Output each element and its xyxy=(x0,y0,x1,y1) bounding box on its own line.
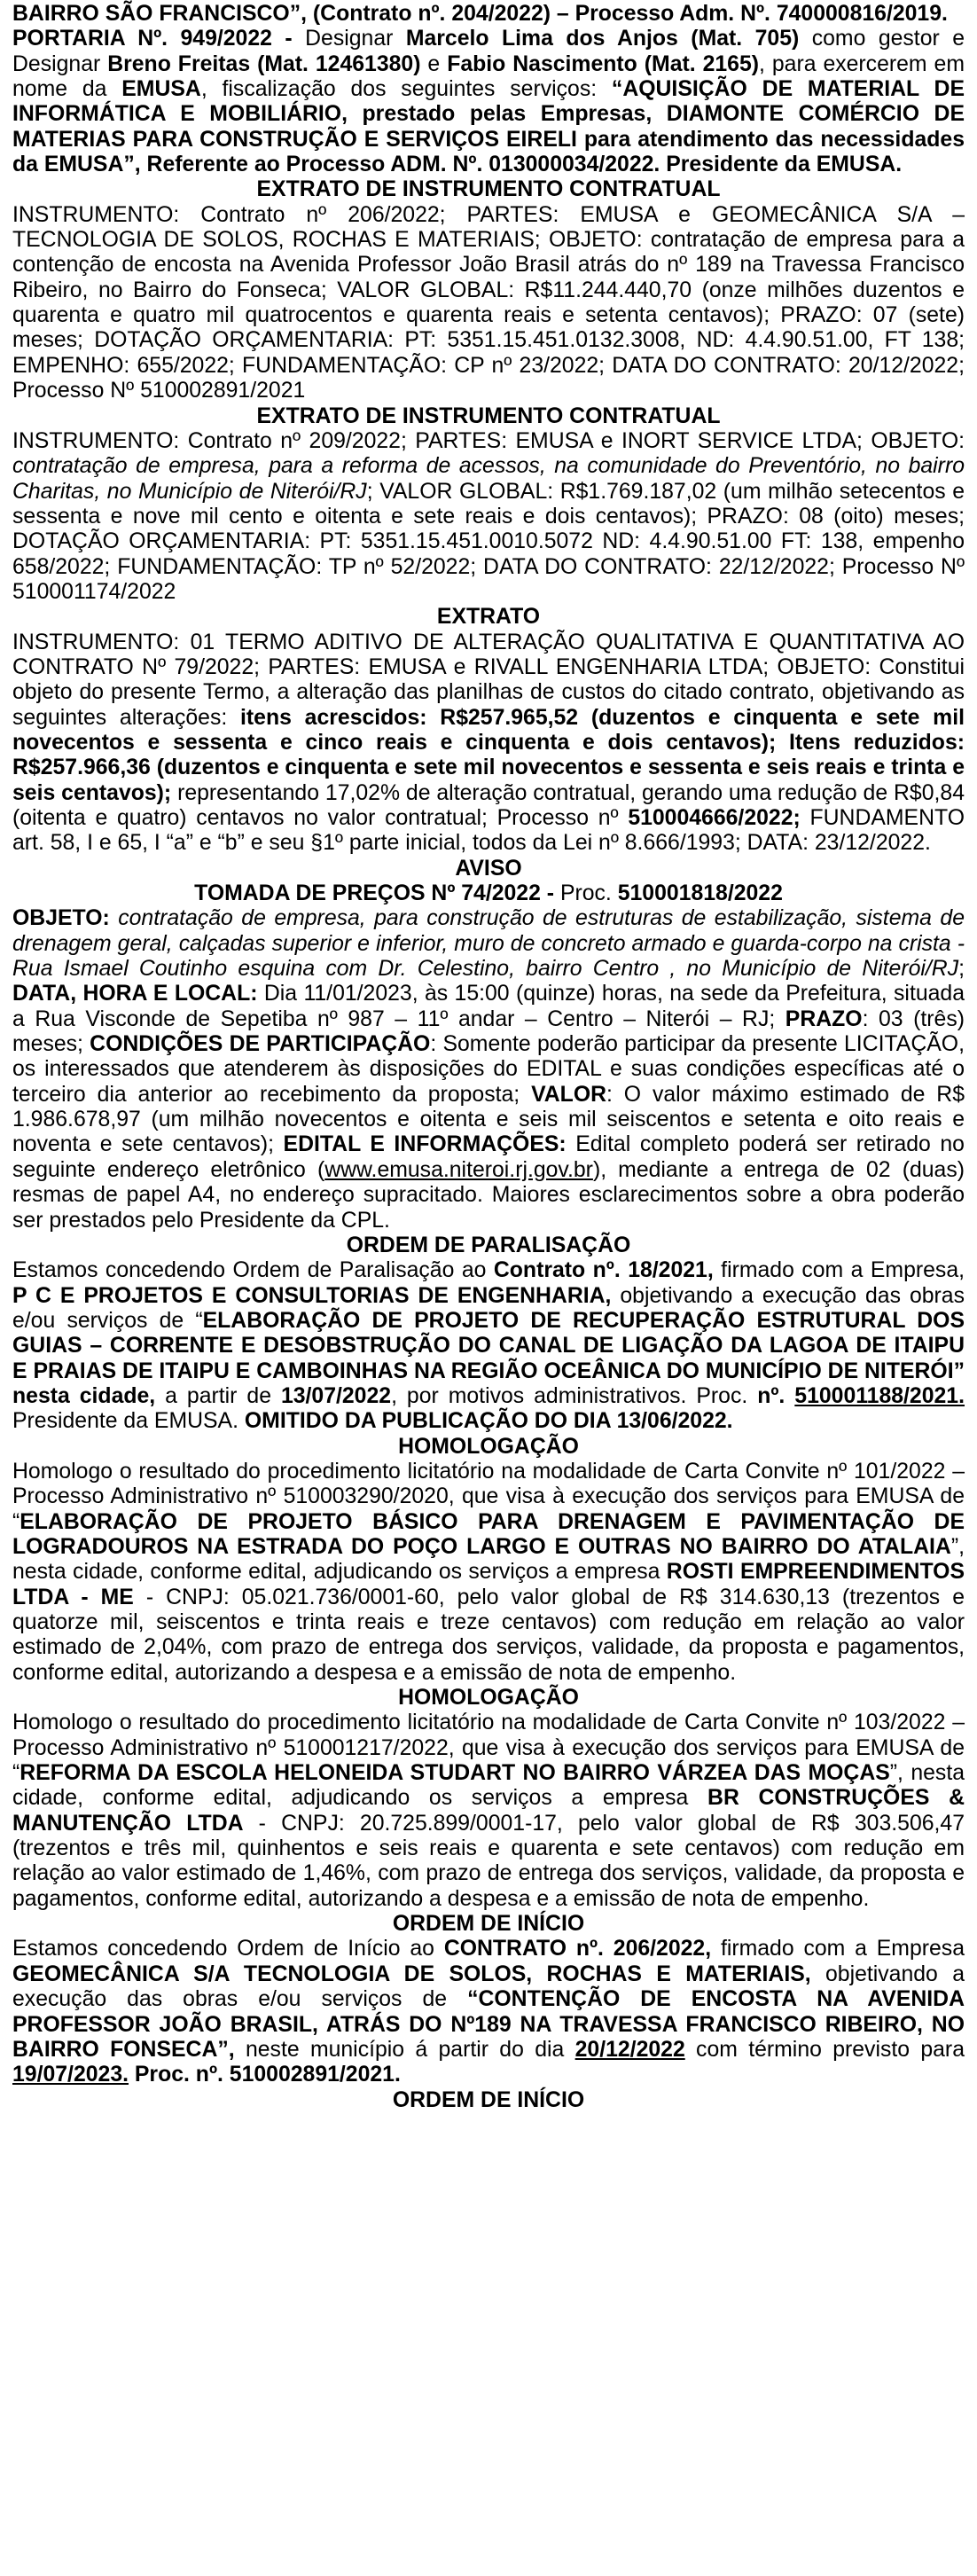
tomada-precos-heading xyxy=(12,881,965,906)
text-run: objetivando a execução das obras e/ou serviços de xyxy=(12,1961,965,2012)
extrato-206-paragraph xyxy=(12,203,965,404)
text-run: Estamos concedendo Ordem de Paralisação ao xyxy=(12,1258,494,1283)
text-run: VALOR xyxy=(531,1082,607,1107)
homologacao-101-heading: HOMOLOGAÇÃO xyxy=(398,1434,579,1459)
text-run: - CNPJ: 20.725.899/0001-17, pelo valor global de R$ 303.506,47 (trezentos e três mil, quinhentos e seis reais e quarenta e sete centavos) com redução em relação ao valor estimado de 1,46%, com prazo de entrega dos serviços, validade, da proposta e pagamentos, conforme edital, autorizando a despesa e a emissão de nota de empenho. xyxy=(12,1811,965,1911)
text-run: PRAZO xyxy=(785,1006,863,1031)
text-run: neste município á partir do dia xyxy=(234,2037,575,2062)
text-run: INSTRUMENTO: Contrato nº 206/2022; PARTES: EMUSA e GEOMECÂNICA S/A – TECNOLOGIA DE SOLOS, ROCHAS E MATERIAIS; OBJETO: contratação de empresa para a contenção de encosta na Avenida Professor João Brasil atrás do nº 189 na Travessa Francisco Ribeiro, no Bairro do Fonseca; VALOR GLOBAL: R$11.244.440,70 (onze milhões duzentos e quarenta e quatro mil quatrocentos e quarenta reais e setenta centavos); PRAZO: 07 (sete) meses; DOTAÇÃO ORÇAMENTARIA: PT: 5351.15.451.0132.3008, ND: 4.4.90.51.00, FT 138; EMPENHO: 655/2022; FUNDAMENTAÇÃO: CP nº 23/2022; DATA DO CONTRATO: 20/12/2022; Processo Nº 510002891/2021 xyxy=(12,202,965,403)
ordem-inicio-heading: ORDEM DE INÍCIO xyxy=(392,1912,585,1937)
ordem-inicio-heading-2: ORDEM DE INÍCIO xyxy=(392,2087,585,2112)
text-run: BAIRRO SÃO FRANCISCO”, (Contrato nº. 204/2022) – Processo Adm. Nº. 740000816/2019. xyxy=(12,2,948,26)
extrato-209-heading: EXTRATO DE INSTRUMENTO CONTRATUAL xyxy=(256,403,721,428)
text-run: OBJETO: xyxy=(12,906,119,931)
text-run: OMITIDO DA PUBLICAÇÃO DO DIA 13/06/2022. xyxy=(244,1409,733,1434)
text-run: firmado com a Empresa xyxy=(711,1937,965,1961)
text-run: “CONTENÇÃO DE ENCOSTA NA AVENIDA PROFESSOR JOÃO BRASIL, ATRÁS DO Nº189 NA TRAVESSA FRANCISCO RIBEIRO, NO BAIRRO FONSECA”, xyxy=(12,1987,965,2062)
text-run: , fiscalização dos seguintes serviços: xyxy=(200,77,612,102)
extrato-heading: EXTRATO xyxy=(436,605,541,630)
text-run: CONDIÇÕES DE PARTICIPAÇÃO xyxy=(90,1032,431,1057)
text-run: a partir de xyxy=(155,1383,281,1408)
text-run: contratação de empresa, para construção de estruturas de estabilização, sistema de drenagem geral, calçadas superior e inferior, muro de concreto armado e guarda-corpo na crista - Rua Ismael Coutinho esquina com Dr. Celestino, bairro Centro , no Município de Niterói/RJ xyxy=(12,906,965,982)
text-run: ), mediante a entrega de 02 (duas) resmas de papel A4, no endereço supracitado. Maiores esclarecimentos sobre a obra poderão ser prestados pelo Presidente da CPL. xyxy=(12,1157,965,1233)
extrato-aditivo-paragraph xyxy=(12,630,965,857)
text-run: : O valor máximo estimado de R$ 1.986.678,97 (um milhão novecentos e oitenta e seis mil seiscentos e setenta e oito reais e noventa e sete centavos); xyxy=(12,1082,965,1157)
text-run: 20/12/2022 xyxy=(574,2037,685,2062)
text-run: representando 17,02% de alteração contratual, gerando uma redução de R$0,84 (oitenta e quatro) centavos no valor contratual; Processo nº xyxy=(12,780,965,830)
text-run: ; xyxy=(958,957,965,982)
text-run: 510001188/2021. xyxy=(794,1383,965,1408)
text-run: ; VALOR GLOBAL: R$1.769.187,02 (um milhão setecentos e sessenta e nove mil cento e oitenta e sete reais e dois centavos); PRAZO: 08 (oito) meses; DOTAÇÃO ORÇAMENTARIA: PT: 5351.15.451.0010.5072 ND: 4.4.90.51.00 FT: 138, empenho 658/2022; FUNDAMENTAÇÃO: TP nº 52/2022; DATA DO CONTRATO: 22/12/2022; Processo Nº 510001174/2022 xyxy=(12,479,965,604)
text-run: firmado com a Empresa, xyxy=(713,1258,965,1283)
text-run: BR CONSTRUÇÕES & MANUTENÇÃO LTDA xyxy=(12,1786,965,1836)
text-run: Proc. nº. 510002891/2021. xyxy=(134,2063,401,2087)
extrato-209-paragraph xyxy=(12,429,965,605)
text-run: ELABORAÇÃO DE PROJETO BÁSICO PARA DRENAGEM E PAVIMENTAÇÃO DE LOGRADOUROS NA ESTRADA DO POÇO LARGO E OUTRAS NO BAIRRO DO ATALAIA xyxy=(12,1509,965,1559)
text-run: - CNPJ: 05.021.736/0001-60, pelo valor global de R$ 314.630,13 (trezentos e quatorze mil, seiscentos e trinta reais e treze centavos) com redução em relação ao valor estimado de 2,04%, com prazo de entrega dos serviços, validade, da proposta e pagamentos, conforme edital, autorizando a despesa e a emissão de nota de empenho. xyxy=(12,1585,965,1685)
aviso-heading: AVISO xyxy=(455,856,522,881)
portaria-949-paragraph xyxy=(12,2,965,27)
text-run: REFORMA DA ESCOLA HELONEIDA STUDART NO BAIRRO VÁRZEA DAS MOÇAS xyxy=(20,1761,890,1786)
text-run: , para exercerem em nome da xyxy=(12,51,965,102)
text-run: P C E PROJETOS E CONSULTORIAS DE ENGENHARIA, xyxy=(12,1283,612,1308)
text-run: ROSTI EMPREENDIMENTOS LTDA - ME xyxy=(12,1560,965,1609)
text-run: ”, nesta cidade, conforme edital, adjudicando os serviços a empresa xyxy=(12,1761,965,1811)
text-run xyxy=(129,2063,135,2087)
text-run: INSTRUMENTO: Contrato nº 209/2022; PARTES: EMUSA e INORT SERVICE LTDA; OBJETO: xyxy=(12,428,965,453)
text-run: : 03 (três) meses; xyxy=(12,1006,965,1057)
text-run: 510001818/2022 xyxy=(617,881,783,906)
homologacao-101-paragraph xyxy=(12,1460,965,1686)
ordem-paralisacao-heading: ORDEM DE PARALISAÇÃO xyxy=(346,1233,631,1257)
text-run: EDITAL E INFORMAÇÕES: xyxy=(283,1132,567,1157)
text-run: itens acrescidos: R$257.965,52 (duzentos e cinquenta e sete mil novecentos e sessenta e cinco reais e cinquenta e dois centavos); Itens reduzidos: R$257.966,36 (duzentos e cinquenta e sete mil novecentos e sessenta e seis reais e trinta e seis centavos); xyxy=(12,705,965,805)
website-link[interactable]: www.emusa.niteroi.rj.gov.br xyxy=(324,1157,593,1182)
text-run: TOMADA DE PREÇOS Nº 74/2022 - xyxy=(194,881,560,906)
aviso-paragraph xyxy=(12,906,965,1233)
text-run: Dia 11/01/2023, às 15:00 (quinze) horas, na sede da Prefeitura, situada a Rua Visconde de Sepetiba nº 987 – 11º andar – Centro – Niterói – RJ; xyxy=(12,982,965,1031)
text-run: CONTRATO nº. 206/2022, xyxy=(443,1937,712,1961)
text-run: FUNDAMENTO art. 58, I e 65, I “a” e “b” e seu §1º parte inicial, todos da Lei nº 8.666/1993; DATA: 23/12/2022. xyxy=(12,806,965,856)
text-run: Homologo o resultado do procedimento licitatório na modalidade de Carta Convite nº 101/2022 – Processo Administrativo nº 510003290/2020, que visa à execução dos serviços para EMUSA de “ xyxy=(12,1459,965,1534)
text-run: Edital completo poderá ser retirado no seguinte endereço eletrônico ( xyxy=(12,1132,965,1182)
text-run: 510004666/2022; xyxy=(628,806,801,830)
text-run: Designar xyxy=(305,27,406,51)
text-run: como gestor e Designar xyxy=(12,27,965,76)
text-run: PORTARIA Nº. 949/2022 - xyxy=(12,27,306,51)
text-run: Estamos concedendo Ordem de Início ao xyxy=(12,1937,444,1961)
text-run: GEOMECÂNICA S/A TECNOLOGIA DE SOLOS, ROCHAS E MATERIAIS, xyxy=(12,1961,811,1986)
extrato-206-heading: EXTRATO DE INSTRUMENTO CONTRATUAL xyxy=(256,177,721,202)
text-run: objetivando a execução das obras e/ou serviços de “ xyxy=(12,1283,965,1333)
text-run: ELABORAÇÃO DE PROJETO DE RECUPERAÇÃO ESTRUTURAL DOS GUIAS – CORRENTE E DESOBSTRUÇÃO DO CANAL DE LIGAÇÃO DA LAGOA DE ITAIPU E PRAIAS DE ITAIPU E CAMBOINHAS NA REGIÃO OCEÂNICA DO MUNICÍPIO DE NITERÓI” nesta cidade, xyxy=(12,1308,965,1408)
text-run: Proc. xyxy=(559,881,618,906)
text-run: “AQUISIÇÃO DE MATERIAL DE INFORMÁTICA E MOBILIÁRIO, prestado pelas Empresas, DIAMONTE COMÉRCIO DE MATERIAS PARA CONSTRUÇÃO E SERVIÇOS EIRELI para atendimento das necessidades da EMUSA”, Referente ao Processo ADM. Nº. 013000034/2022. Presidente da EMUSA. xyxy=(12,77,965,177)
text-run: e xyxy=(420,51,448,76)
ordem-paralisacao-paragraph xyxy=(12,1258,965,1434)
text-run: Fabio Nascimento (Mat. 2165) xyxy=(447,51,760,76)
ordem-inicio-paragraph xyxy=(12,1937,965,2087)
text-run: nº. xyxy=(757,1383,795,1408)
homologacao-103-paragraph xyxy=(12,1711,965,1912)
text-run: Presidente da EMUSA. xyxy=(12,1409,245,1434)
text-run: Breno Freitas (Mat. 12461380) xyxy=(107,51,421,76)
text-run: 19/07/2023. xyxy=(12,2063,129,2087)
text-run: Homologo o resultado do procedimento licitatório na modalidade de Carta Convite nº 103/2022 – Processo Administrativo nº 510001217/2022, que visa à execução dos serviços para EMUSA de “ xyxy=(12,1711,965,1786)
text-run: 13/07/2022 xyxy=(280,1383,392,1408)
text-run: contratação de empresa, para a reforma de acessos, na comunidade do Preventório, no bairro Charitas, no Município de Niterói/RJ xyxy=(12,454,965,504)
text-run: Contrato nº. 18/2021, xyxy=(493,1258,714,1283)
homologacao-103-heading: HOMOLOGAÇÃO xyxy=(398,1686,579,1711)
text-run: EMUSA xyxy=(121,77,201,102)
text-run: Marcelo Lima dos Anjos (Mat. 705) xyxy=(405,27,800,51)
portaria-949-paragraph xyxy=(12,27,965,177)
text-run: ”, nesta cidade, conforme edital, adjudicando os serviços a empresa xyxy=(12,1534,965,1585)
text-run: , por motivos administrativos. Proc. xyxy=(391,1383,758,1408)
text-run: com término previsto para xyxy=(684,2037,965,2062)
text-run: DATA, HORA E LOCAL: xyxy=(12,982,258,1006)
text-run: INSTRUMENTO: 01 TERMO ADITIVO DE ALTERAÇÃO QUALITATIVA E QUANTITATIVA AO CONTRATO Nº 79/2022; PARTES: EMUSA e RIVALL ENGENHARIA LTDA; OBJETO: Constitui objeto do presente Termo, a alteração das planilhas de custos do citado contrato, objetivando as seguintes alterações: xyxy=(12,630,965,730)
text-run: : Somente poderão participar da presente LICITAÇÃO, os interessados que atenderem às disposições do EDITAL e suas condições específicas até o terceiro dia anterior ao recebimento da proposta; xyxy=(12,1032,965,1107)
